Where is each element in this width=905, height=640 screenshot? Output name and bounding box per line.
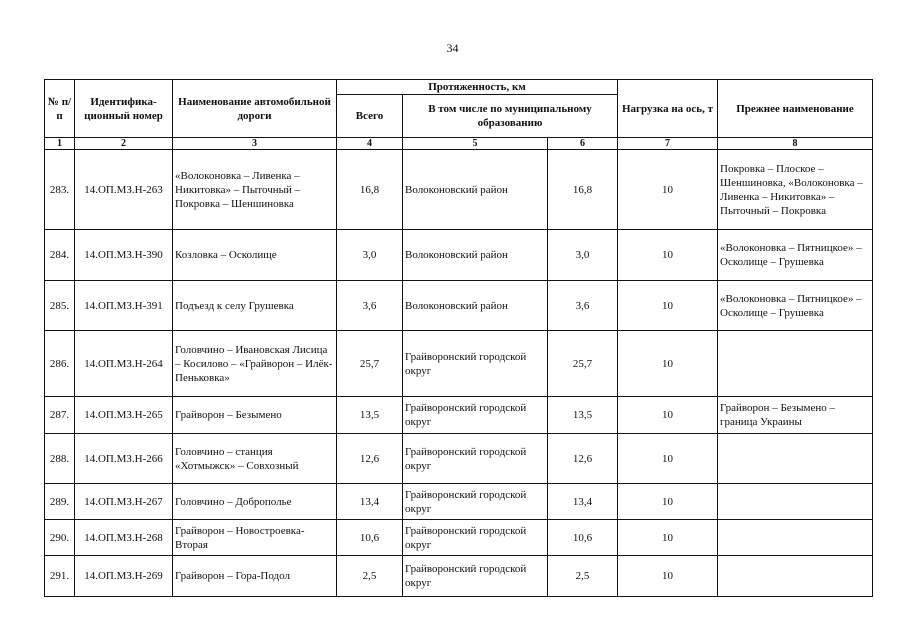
table-row [45,520,873,556]
row-number: 287. [45,397,75,434]
length-total: 2,5 [337,556,403,597]
axle-load: 10 [618,520,718,556]
road-name: Головчино – станция «Хотмыжск» – Совхозный [173,434,337,484]
municipality: Грайворонский городской округ [403,397,548,434]
previous-name: Грайворон – Безымено – граница Украины [718,397,873,434]
row-number: 286. [45,331,75,397]
road-name: Грайворон – Новостроевка-Вторая [173,520,337,556]
road-id: 14.ОП.МЗ.Н-390 [75,230,173,281]
road-name: Головчино – Ивановская Лисица – Косилово – «Грайворон – Илёк-Пеньковка» [173,331,337,397]
previous-name [718,434,873,484]
road-id: 14.ОП.МЗ.Н-264 [75,331,173,397]
column-number: 1 [45,138,75,150]
column-number: 2 [75,138,173,150]
column-number: 5 [403,138,548,150]
previous-name: «Волоконовка – Пятницкое» – Осколище – Грушевка [718,281,873,331]
length-total: 10,6 [337,520,403,556]
length-by-municipality: 13,5 [548,397,618,434]
road-name: «Волоконовка – Ливенка – Никитовка» – Пыточный – Покровка – Шеншиновка [173,150,337,230]
column-number: 7 [618,138,718,150]
table-row [45,281,873,331]
road-id: 14.ОП.МЗ.Н-263 [75,150,173,230]
table-row [45,434,873,484]
road-id: 14.ОП.МЗ.Н-265 [75,397,173,434]
column-number: 6 [548,138,618,150]
length-by-municipality: 13,4 [548,484,618,520]
header-name: Наименование автомобильной дороги [173,80,337,138]
length-total: 25,7 [337,331,403,397]
length-by-municipality: 3,6 [548,281,618,331]
header-num: № п/п [45,80,75,138]
header-load: Нагрузка на ось, т [618,80,718,138]
length-total: 3,6 [337,281,403,331]
row-number: 291. [45,556,75,597]
header-length-group: Протяженность, км [337,80,618,95]
road-name: Грайворон – Безымено [173,397,337,434]
road-id: 14.ОП.МЗ.Н-269 [75,556,173,597]
road-name: Подъезд к селу Грушевка [173,281,337,331]
axle-load: 10 [618,331,718,397]
length-total: 13,4 [337,484,403,520]
road-name: Козловка – Осколище [173,230,337,281]
municipality: Волоконовский район [403,150,548,230]
road-id: 14.ОП.МЗ.Н-267 [75,484,173,520]
length-by-municipality: 3,0 [548,230,618,281]
table-row [45,484,873,520]
axle-load: 10 [618,556,718,597]
length-by-municipality: 12,6 [548,434,618,484]
length-total: 12,6 [337,434,403,484]
municipality: Грайворонский городской округ [403,484,548,520]
municipality: Волоконовский район [403,281,548,331]
table-row [45,331,873,397]
row-number: 290. [45,520,75,556]
road-name: Головчино – Доброполье [173,484,337,520]
axle-load: 10 [618,281,718,331]
road-name: Грайворон – Гора-Подол [173,556,337,597]
row-number: 288. [45,434,75,484]
length-by-municipality: 10,6 [548,520,618,556]
header-previous-name: Прежнее наименование [718,80,873,138]
length-total: 16,8 [337,150,403,230]
municipality: Грайворонский городской округ [403,331,548,397]
axle-load: 10 [618,434,718,484]
municipality: Грайворонский городской округ [403,556,548,597]
municipality: Волоконовский район [403,230,548,281]
column-number: 3 [173,138,337,150]
length-total: 13,5 [337,397,403,434]
previous-name [718,484,873,520]
column-number: 8 [718,138,873,150]
column-numbers-row [45,138,873,150]
row-number: 284. [45,230,75,281]
table-row [45,230,873,281]
axle-load: 10 [618,150,718,230]
row-number: 289. [45,484,75,520]
header-by-municipality: В том числе по муниципальному образованию [403,95,618,138]
road-id: 14.ОП.МЗ.Н-391 [75,281,173,331]
road-id: 14.ОП.МЗ.Н-268 [75,520,173,556]
axle-load: 10 [618,484,718,520]
page-number: 34 [446,41,459,55]
previous-name [718,556,873,597]
length-total: 3,0 [337,230,403,281]
previous-name: «Волоконовка – Пятницкое» – Осколище – Грушевка [718,230,873,281]
row-number: 283. [45,150,75,230]
table-body [45,150,873,597]
previous-name [718,331,873,397]
length-by-municipality: 16,8 [548,150,618,230]
axle-load: 10 [618,397,718,434]
previous-name: Покровка – Плоское – Шеншиновка, «Волоконовка – Ливенка – Никитовка» – Пыточный – Покровка [718,150,873,230]
previous-name [718,520,873,556]
length-by-municipality: 25,7 [548,331,618,397]
axle-load: 10 [618,230,718,281]
row-number: 285. [45,281,75,331]
municipality: Грайворонский городской округ [403,434,548,484]
length-by-municipality: 2,5 [548,556,618,597]
table-row [45,150,873,230]
table-row [45,556,873,597]
header-total: Всего [337,95,403,138]
municipality: Грайворонский городской округ [403,520,548,556]
header-id: Идентифика-ционный номер [75,80,173,138]
roads-table [44,79,873,597]
road-id: 14.ОП.МЗ.Н-266 [75,434,173,484]
column-number: 4 [337,138,403,150]
table-row [45,397,873,434]
